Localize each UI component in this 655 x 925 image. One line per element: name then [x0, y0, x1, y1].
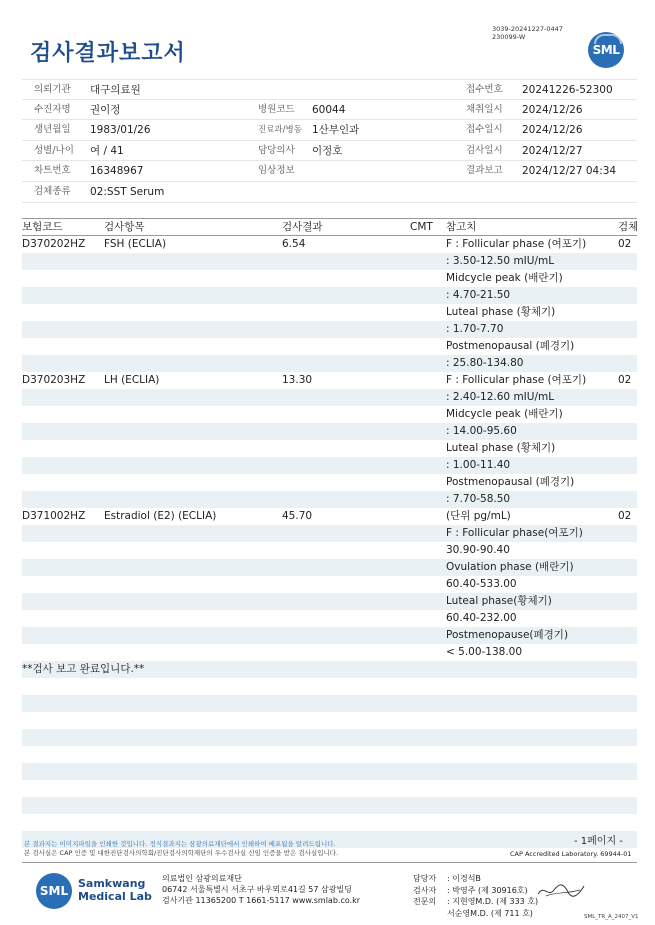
dept-label: 진료과/병동	[258, 125, 302, 136]
company-address	[162, 873, 360, 906]
table-row	[22, 610, 637, 627]
hosp-code-value: 60044	[312, 103, 346, 116]
info-row	[22, 141, 637, 162]
staff-4-value: 서순영M.D. (제 711 호)	[447, 908, 533, 918]
row-ref: : 25.80-134.80	[446, 357, 524, 369]
row-code: D371002HZ	[22, 510, 86, 522]
table-row	[22, 440, 637, 457]
row-ref: : 7.70-58.50	[446, 493, 511, 505]
footnote-line-1: 본 결과지는 이미지파일을 인쇄한 것입니다. 정식결과지는 삼광의료재단에서 인쇄하여 배포됨을 알려드립니다.	[24, 840, 336, 848]
table-row	[22, 253, 637, 270]
row-spec: 02	[618, 238, 632, 250]
chart-value: 16348967	[90, 165, 144, 178]
table-row	[22, 355, 637, 372]
test-date-label: 검사일시	[466, 144, 503, 156]
row-code: D370203HZ	[22, 374, 86, 386]
row-ref: Midcycle peak (배란기)	[446, 272, 563, 284]
table-row	[22, 525, 637, 542]
test-date-value: 2024/12/27	[522, 144, 583, 157]
row-item: FSH (ECLIA)	[104, 238, 167, 250]
company-name	[78, 877, 152, 903]
info-row	[22, 79, 637, 100]
row-ref: Midcycle peak (배란기)	[446, 408, 563, 420]
row-ref: : 4.70-21.50	[446, 289, 511, 301]
row-spec: 02	[618, 374, 632, 386]
table-row	[22, 423, 637, 440]
row-code: **검사 보고 완료입니다.**	[22, 663, 145, 675]
footer-sml-logo: SML	[36, 873, 72, 909]
staff-info	[413, 873, 538, 919]
footnote	[24, 840, 338, 858]
table-row	[22, 797, 637, 814]
row-ref: F : Follicular phase (여포기)	[446, 238, 587, 250]
table-row	[22, 406, 637, 423]
table-row	[22, 287, 637, 304]
company-name-line-2: Medical Lab	[78, 890, 152, 903]
form-number: SML_TR_A_2407_V1	[584, 914, 639, 920]
table-row	[22, 644, 637, 661]
patient-label: 수진자명	[34, 103, 71, 115]
table-row	[22, 661, 637, 678]
row-ref: (단위 pg/mL)	[446, 510, 511, 522]
header-spec: 검체	[618, 221, 639, 233]
dob-value: 1983/01/26	[90, 124, 151, 137]
specimen-label: 검체종류	[34, 185, 71, 197]
table-row	[22, 474, 637, 491]
clinical-label: 임상정보	[258, 165, 295, 177]
table-row	[22, 304, 637, 321]
row-ref: Luteal phase(황체기)	[446, 595, 552, 607]
client-value: 대구의료원	[90, 84, 141, 96]
table-row	[22, 270, 637, 287]
row-result: 13.30	[282, 374, 313, 386]
table-row	[22, 236, 637, 253]
row-ref: Luteal phase (황체기)	[446, 442, 556, 454]
patient-info	[22, 79, 637, 203]
header-ref: 참고치	[446, 221, 477, 233]
document-id-line-1: 3039-20241227-0447	[492, 25, 563, 33]
table-row	[22, 508, 637, 525]
results-body	[22, 236, 637, 848]
address-line-1: 의료법인 삼광의료재단	[162, 874, 242, 883]
chart-label: 차트번호	[34, 165, 71, 177]
row-ref: Ovulation phase (배란기)	[446, 561, 574, 573]
table-row	[22, 729, 637, 746]
staff-line-3	[413, 896, 538, 908]
sex-age-value: 여 / 41	[90, 144, 124, 157]
reg-no-value: 20241226-52300	[522, 84, 613, 96]
staff-line-1	[413, 873, 538, 885]
table-row	[22, 321, 637, 338]
header-item: 검사항목	[104, 221, 145, 233]
row-ref: Postmenopause(폐경기)	[446, 629, 569, 641]
table-row	[22, 695, 637, 712]
table-row	[22, 678, 637, 695]
row-ref: < 5.00-138.00	[446, 646, 523, 658]
staff-1-value: : 이경석B	[447, 874, 481, 883]
staff-3-key: 전문의	[413, 897, 437, 906]
row-result: 6.54	[282, 238, 306, 250]
table-row	[22, 763, 637, 780]
company-name-line-1: Samkwang	[78, 877, 146, 890]
row-ref: F : Follicular phase(여포기)	[446, 527, 583, 539]
collect-date-value: 2024/12/26	[522, 103, 583, 116]
row-spec: 02	[618, 510, 632, 522]
staff-3-value: : 지현영M.D. (제 333 호)	[447, 897, 539, 906]
header-cmt: CMT	[410, 221, 433, 233]
row-ref: Postmenopausal (폐경기)	[446, 476, 575, 488]
staff-line-2	[413, 885, 538, 897]
row-ref: : 3.50-12.50 mIU/mL	[446, 255, 555, 267]
row-ref: 60.40-232.00	[446, 612, 517, 624]
row-item: LH (ECLIA)	[104, 374, 160, 386]
dob-label: 생년월일	[34, 124, 71, 136]
report-date-label: 결과보고	[466, 165, 503, 177]
row-ref: : 1.00-11.40	[446, 459, 511, 471]
footer-divider	[22, 862, 637, 863]
info-row	[22, 182, 637, 203]
info-row	[22, 161, 637, 182]
table-row	[22, 780, 637, 797]
staff-2-key: 검사자	[413, 885, 437, 895]
table-row	[22, 372, 637, 389]
cap-accreditation: CAP Accredited Laboratory. 69944-01	[510, 850, 632, 858]
doctor-value: 이정호	[312, 144, 343, 157]
address-line-2: 06742 서울특별시 서초구 바우뫼로41길 57 삼광빌딩	[162, 885, 352, 894]
info-row	[22, 100, 637, 121]
reg-no-label: 접수번호	[466, 84, 503, 95]
row-ref: Luteal phase (황체기)	[446, 306, 556, 318]
table-row	[22, 457, 637, 474]
page-number: - 1페이지 -	[574, 836, 623, 847]
row-ref: 30.90-90.40	[446, 544, 510, 556]
row-item: Estradiol (E2) (ECLIA)	[104, 510, 217, 522]
header-result: 검사결과	[282, 221, 323, 233]
row-ref: : 1.70-7.70	[446, 323, 504, 335]
sex-age-label: 성별/나이	[34, 144, 74, 156]
table-row	[22, 542, 637, 559]
header-code: 보험코드	[22, 221, 63, 233]
document-id	[492, 25, 563, 41]
client-label: 의뢰기관	[34, 84, 71, 95]
table-row	[22, 491, 637, 508]
row-ref: : 14.00-95.60	[446, 425, 517, 437]
report-date-value: 2024/12/27 04:34	[522, 165, 617, 178]
document-id-line-2: 230099-W	[492, 33, 526, 41]
doctor-label: 담당의사	[258, 144, 295, 156]
specimen-value: 02:SST Serum	[90, 185, 165, 198]
table-row	[22, 576, 637, 593]
table-row	[22, 814, 637, 831]
table-row	[22, 559, 637, 576]
address-line-3: 검사기관 11365200 T 1661-5117 www.smlab.co.kr	[162, 896, 361, 905]
recv-date-value: 2024/12/26	[522, 124, 583, 137]
row-ref: Postmenopausal (폐경기)	[446, 340, 575, 352]
staff-1-key: 담당자	[413, 874, 437, 883]
collect-date-label: 채취일시	[466, 103, 503, 115]
sml-logo: SML	[588, 32, 624, 68]
dept-value: 1산부인과	[312, 124, 360, 137]
table-row	[22, 627, 637, 644]
table-row	[22, 746, 637, 763]
hosp-code-label: 병원코드	[258, 103, 295, 115]
footnote-line-2: 본 검사실은 CAP 인증 및 대한진단검사의학회/진단검사의학재단의 우수검사실 신임 인증을 받은 검사실입니다.	[24, 849, 339, 857]
recv-date-label: 접수일시	[466, 124, 503, 136]
row-ref: F : Follicular phase (여포기)	[446, 374, 587, 386]
results-table	[22, 218, 637, 848]
staff-2-value: : 박영주 (제 30916호)	[447, 885, 528, 895]
results-header	[22, 218, 637, 236]
staff-line-4	[413, 908, 538, 920]
table-row	[22, 593, 637, 610]
table-row	[22, 389, 637, 406]
row-ref: 60.40-533.00	[446, 578, 517, 590]
signature-image	[536, 880, 586, 900]
row-result: 45.70	[282, 510, 313, 522]
page-title: 검사결과보고서	[30, 41, 186, 66]
row-code: D370202HZ	[22, 238, 86, 250]
info-row	[22, 120, 637, 141]
patient-value: 권이정	[90, 103, 121, 116]
row-ref: : 2.40-12.60 mIU/mL	[446, 391, 555, 403]
table-row	[22, 712, 637, 729]
table-row	[22, 338, 637, 355]
